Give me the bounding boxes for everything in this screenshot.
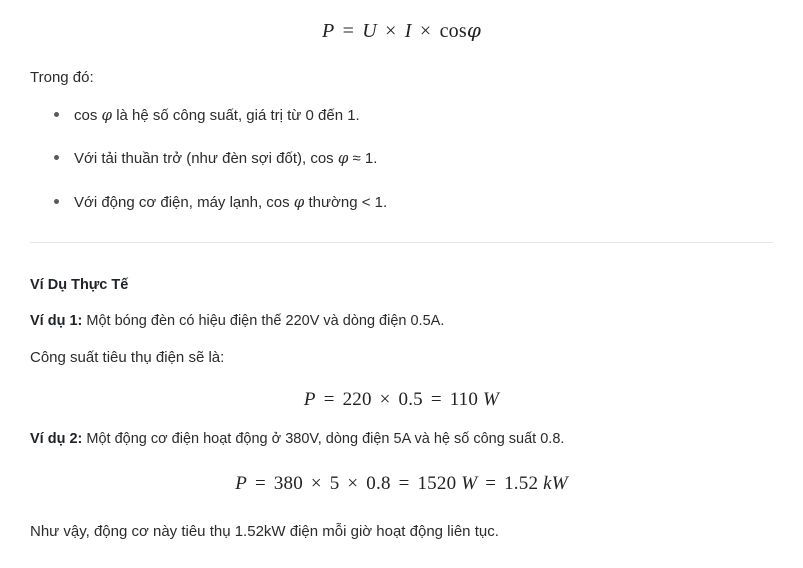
example-2-text: Một động cơ điện hoạt động ở 380V, dòng điện 5A và hệ số công suất 0.8. [82, 431, 565, 448]
formula-ex2-equals-3: = [485, 473, 497, 494]
formula-main-phi: φ [466, 18, 482, 42]
closing-text: Như vậy, động cơ này tiêu thụ 1.52kW điện mỗi giờ hoạt động liên tục. [30, 523, 499, 540]
formula-ex2-a: 380 [273, 473, 303, 494]
formula-ex1-equals: = [323, 389, 335, 411]
list-item [74, 191, 773, 215]
formula-example-2 [30, 473, 773, 495]
bullet-2-post: ≈ 1. [348, 150, 378, 167]
example-2-label: Ví dụ 2: [30, 431, 83, 448]
formula-ex2-result: 1520 [417, 473, 457, 494]
list-item [74, 104, 773, 128]
section-divider [30, 242, 773, 243]
formula-ex2-c: 0.8 [366, 473, 391, 494]
formula-main-equals: = [342, 20, 355, 42]
bullet-2-pre: Với tải thuần trở (như đèn sợi đốt), cos [74, 150, 338, 167]
formula-ex1-b: 0.5 [398, 389, 423, 411]
formula-ex2-equals: = [254, 473, 266, 494]
example-2-line [30, 429, 773, 451]
formula-ex2-times-1: × [310, 473, 322, 494]
bullet-3-pre: Với động cơ điện, máy lạnh, cos [74, 193, 294, 211]
formula-ex1-times: × [379, 389, 391, 411]
formula-example-1 [30, 389, 773, 411]
bullet-1-post: là hệ số công suất, giá trị từ 0 đến 1. [112, 106, 360, 124]
bullet-1-pre: cos [74, 106, 102, 124]
bullet-3-post: thường < 1. [304, 193, 388, 211]
formula-ex2-unit: W [461, 473, 478, 494]
formula-ex2-equals-2: = [398, 473, 410, 494]
formula-ex2-b: 5 [329, 473, 340, 494]
formula-power-main [30, 0, 773, 43]
formula-ex2-result-2: 1.52 [504, 473, 539, 494]
formula-main-current: I [404, 20, 412, 42]
formula-ex2-unit-2: kW [543, 473, 568, 494]
list-item [74, 147, 773, 171]
bullet-3-phi: φ [293, 192, 305, 211]
formula-main-lhs: P [321, 20, 335, 42]
formula-ex2-lhs: P [235, 473, 247, 494]
formula-ex1-a: 220 [342, 389, 372, 411]
formula-main-cos: cos [439, 20, 467, 42]
bullet-2-phi: φ [337, 149, 349, 167]
formula-main-times-1: × [385, 20, 397, 42]
formula-ex1-result: 110 [449, 389, 479, 411]
example-1-line [30, 311, 773, 333]
formula-ex1-lhs: P [303, 389, 316, 411]
formula-main-voltage: U [362, 20, 377, 42]
formula-ex2-times-2: × [347, 473, 359, 494]
formula-ex1-unit: W [483, 389, 500, 411]
bullet-list [30, 104, 773, 215]
example-1-label: Ví dụ 1: [30, 313, 83, 329]
example-1-text: Một bóng đèn có hiệu điện thế 220V và dòng điện 0.5A. [82, 313, 445, 329]
example-1-result-label: Công suất tiêu thụ điện sẽ là: [30, 348, 225, 366]
intro-text: Trong đó: [30, 69, 94, 86]
section-title: Ví Dụ Thực Tế [30, 277, 129, 293]
bullet-1-phi: φ [101, 105, 113, 124]
formula-main-times-2: × [419, 20, 432, 42]
formula-ex1-equals-2: = [430, 389, 442, 411]
